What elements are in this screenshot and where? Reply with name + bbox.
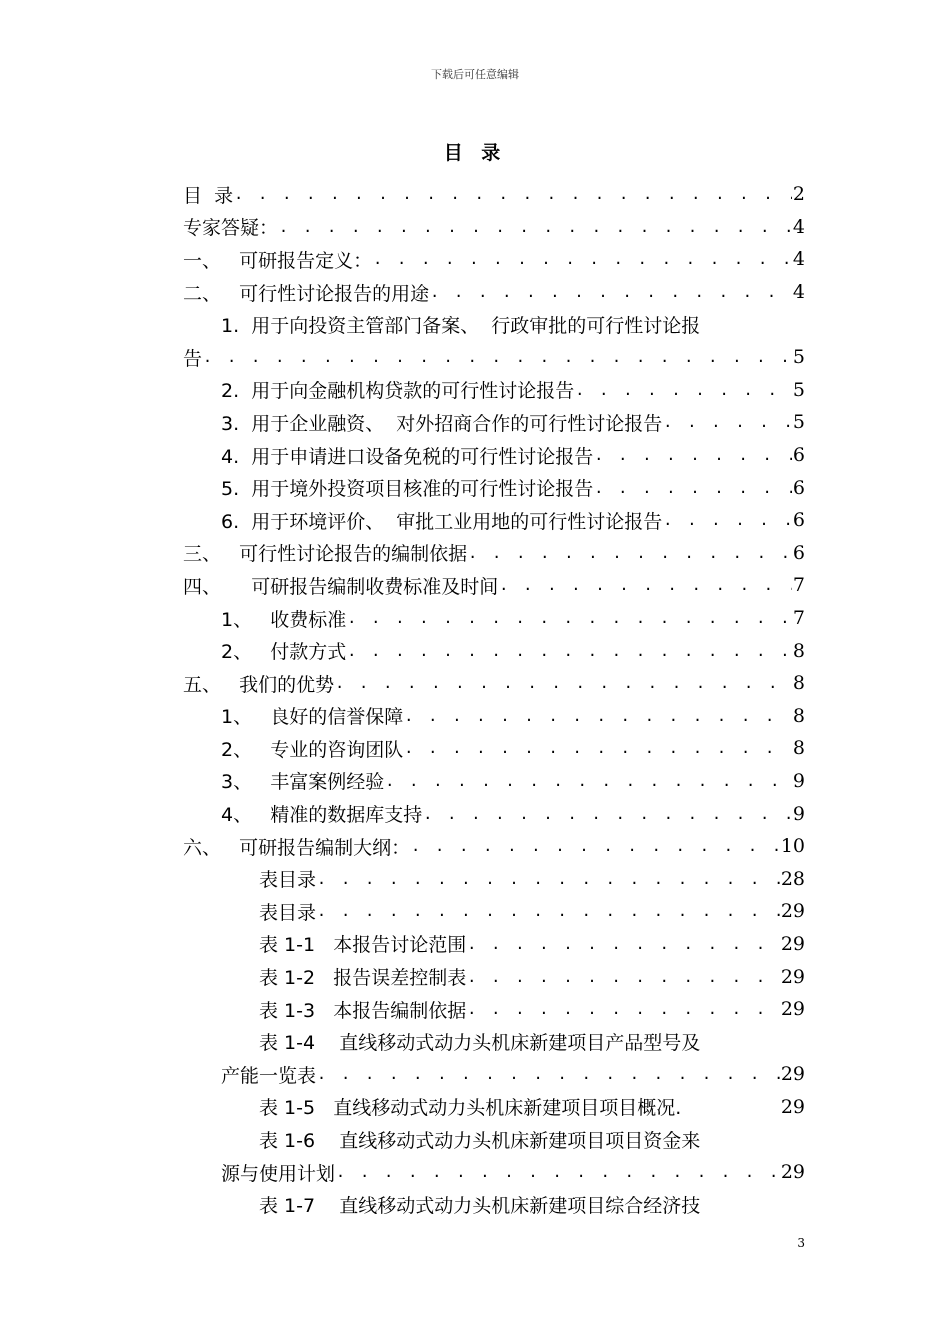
toc-entry[interactable] xyxy=(183,667,805,700)
toc-dot-leader xyxy=(575,379,792,401)
toc-entry[interactable] xyxy=(183,1156,805,1189)
toc-dot-leader xyxy=(663,509,792,531)
toc-entry-page: 5 xyxy=(792,346,805,369)
toc-entry-label: 二、 可行性讨论报告的用途 xyxy=(183,282,430,305)
toc-entry-label: 五、 我们的优势 xyxy=(183,673,335,696)
toc-entry[interactable] xyxy=(183,1123,805,1156)
toc-entry[interactable] xyxy=(183,895,805,928)
toc-entry-page: 6 xyxy=(792,476,805,499)
toc-dot-leader xyxy=(499,574,792,596)
toc-entry[interactable] xyxy=(183,862,805,895)
table-of-contents xyxy=(183,178,805,1221)
toc-entry-page: 29 xyxy=(780,1063,805,1086)
toc-entry[interactable] xyxy=(183,374,805,407)
toc-entry-page: 4 xyxy=(792,281,805,304)
toc-entry-label: 4、 精准的数据库支持 xyxy=(221,804,423,827)
toc-entry-page: 2 xyxy=(792,183,805,206)
toc-dot-leader xyxy=(663,411,792,433)
toc-dot-leader xyxy=(279,216,792,238)
toc-entry-page: 7 xyxy=(792,574,805,597)
page-number: 3 xyxy=(797,1236,805,1250)
toc-entry-label: 源与使用计划 xyxy=(221,1162,336,1185)
toc-entry-label: 表 1-3 本报告编制依据 xyxy=(259,999,467,1022)
toc-entry-page: 29 xyxy=(780,900,805,923)
toc-entry-page: 8 xyxy=(792,737,805,760)
toc-entry-page: 6 xyxy=(792,509,805,532)
toc-entry[interactable] xyxy=(183,504,805,537)
toc-entry[interactable] xyxy=(183,960,805,993)
toc-entry-label: 专家答疑： xyxy=(183,217,279,240)
toc-entry-page: 6 xyxy=(792,444,805,467)
toc-entry[interactable] xyxy=(183,700,805,733)
toc-entry[interactable] xyxy=(183,634,805,667)
toc-entry-label: 三、 可行性讨论报告的编制依据 xyxy=(183,543,468,566)
toc-entry-page: 9 xyxy=(792,802,805,825)
toc-dot-leader xyxy=(347,607,792,629)
toc-entry-page: 29 xyxy=(780,1095,805,1118)
toc-entry[interactable] xyxy=(183,276,805,309)
toc-dot-leader xyxy=(594,444,792,466)
toc-entry-label: 四、 可研报告编制收费标准及时间 xyxy=(183,575,499,598)
toc-entry[interactable] xyxy=(183,928,805,961)
toc-entry-page: 7 xyxy=(792,607,805,630)
toc-entry[interactable] xyxy=(183,439,805,472)
toc-entry-label: 表目录 xyxy=(259,901,317,924)
toc-entry-label: 表 1-5 直线移动式动力头机床新建项目项目概况. xyxy=(259,1097,682,1120)
toc-dot-leader xyxy=(467,933,780,955)
toc-dot-leader xyxy=(423,803,792,825)
toc-dot-leader xyxy=(411,835,780,857)
toc-entry-label: 表 1-2 报告误差控制表 xyxy=(259,967,467,990)
toc-dot-leader xyxy=(404,737,792,759)
toc-dot-leader xyxy=(467,966,780,988)
toc-entry-label: 告 xyxy=(183,347,203,370)
toc-entry-page: 4 xyxy=(792,215,805,238)
toc-entry[interactable] xyxy=(183,341,805,374)
toc-entry-label: 3. 用于企业融资、 对外招商合作的可行性讨论报告 xyxy=(221,412,663,435)
toc-entry-page: 29 xyxy=(780,932,805,955)
toc-entry-label: 产能一览表 xyxy=(221,1064,317,1087)
toc-dot-leader xyxy=(468,542,792,564)
toc-entry[interactable] xyxy=(183,1025,805,1058)
toc-dot-leader xyxy=(404,705,792,727)
toc-dot-leader xyxy=(234,183,792,205)
toc-entry-label: 表 1-4 直线移动式动力头机床新建项目产品型号及 xyxy=(259,1032,701,1055)
page-header: 下载后可任意编辑 xyxy=(431,68,519,81)
toc-entry-page: 8 xyxy=(792,672,805,695)
toc-dot-leader xyxy=(594,477,792,499)
toc-entry[interactable] xyxy=(183,1188,805,1221)
toc-entry-page: 29 xyxy=(780,1161,805,1184)
toc-entry-label: 4. 用于申请进口设备免税的可行性讨论报告 xyxy=(221,445,594,468)
toc-dot-leader xyxy=(430,281,792,303)
toc-dot-leader xyxy=(347,640,792,662)
toc-dot-leader xyxy=(203,346,792,368)
toc-entry-page: 28 xyxy=(780,867,805,890)
toc-entry[interactable] xyxy=(183,602,805,635)
toc-entry-page: 8 xyxy=(792,639,805,662)
toc-entry[interactable] xyxy=(183,308,805,341)
toc-entry-label: 表 1-6 直线移动式动力头机床新建项目项目资金来 xyxy=(259,1130,701,1153)
toc-entry-label: 六、 可研报告编制大纲： xyxy=(183,836,411,859)
toc-entry-label: 表 1-7 直线移动式动力头机床新建项目综合经济技 xyxy=(259,1195,701,1218)
toc-dot-leader xyxy=(317,1063,780,1085)
toc-dot-leader xyxy=(317,868,780,890)
toc-entry-label: 2、 付款方式 xyxy=(221,641,347,664)
toc-dot-leader xyxy=(335,672,792,694)
toc-entry[interactable] xyxy=(183,993,805,1026)
toc-title: 目 录 xyxy=(443,142,507,164)
toc-dot-leader xyxy=(373,248,792,270)
toc-entry-page: 6 xyxy=(792,541,805,564)
toc-entry-page: 29 xyxy=(780,965,805,988)
toc-entry[interactable] xyxy=(183,797,805,830)
toc-entry[interactable] xyxy=(183,178,805,211)
toc-entry-page: 8 xyxy=(792,704,805,727)
toc-entry-label: 1、 良好的信誉保障 xyxy=(221,706,404,729)
toc-entry[interactable] xyxy=(183,537,805,570)
toc-entry-label: 2. 用于向金融机构贷款的可行性讨论报告 xyxy=(221,380,575,403)
toc-dot-leader xyxy=(336,1161,780,1183)
toc-dot-leader xyxy=(385,770,792,792)
toc-entry[interactable] xyxy=(183,1091,805,1124)
toc-entry-label: 6. 用于环境评价、 审批工业用地的可行性讨论报告 xyxy=(221,510,663,533)
toc-entry-page: 9 xyxy=(792,769,805,792)
toc-entry-page: 4 xyxy=(792,248,805,271)
toc-entry-label: 表目录 xyxy=(259,869,317,892)
toc-dot-leader xyxy=(317,900,780,922)
toc-entry[interactable] xyxy=(183,765,805,798)
toc-entry[interactable] xyxy=(183,1058,805,1091)
toc-entry-page: 5 xyxy=(792,378,805,401)
toc-entry-label: 一、 可研报告定义： xyxy=(183,249,373,272)
toc-entry-label: 3、 丰富案例经验 xyxy=(221,771,385,794)
toc-entry-label: 5. 用于境外投资项目核准的可行性讨论报告 xyxy=(221,478,594,501)
toc-entry[interactable] xyxy=(183,830,805,863)
toc-entry[interactable] xyxy=(183,243,805,276)
toc-entry-label: 目 录 xyxy=(183,184,234,207)
toc-entry[interactable] xyxy=(183,471,805,504)
toc-entry-label: 2、 专业的咨询团队 xyxy=(221,738,404,761)
toc-entry-label: 1. 用于向投资主管部门备案、 行政审批的可行性讨论报 xyxy=(221,315,701,338)
toc-entry[interactable] xyxy=(183,732,805,765)
toc-entry[interactable] xyxy=(183,569,805,602)
toc-entry-page: 29 xyxy=(780,998,805,1021)
toc-entry-page: 5 xyxy=(792,411,805,434)
toc-entry[interactable] xyxy=(183,406,805,439)
toc-entry[interactable] xyxy=(183,211,805,244)
toc-entry-label: 表 1-1 本报告讨论范围 xyxy=(259,934,467,957)
toc-entry-page: 10 xyxy=(780,835,805,858)
toc-entry-label: 1、 收费标准 xyxy=(221,608,347,631)
toc-dot-leader xyxy=(467,998,780,1020)
